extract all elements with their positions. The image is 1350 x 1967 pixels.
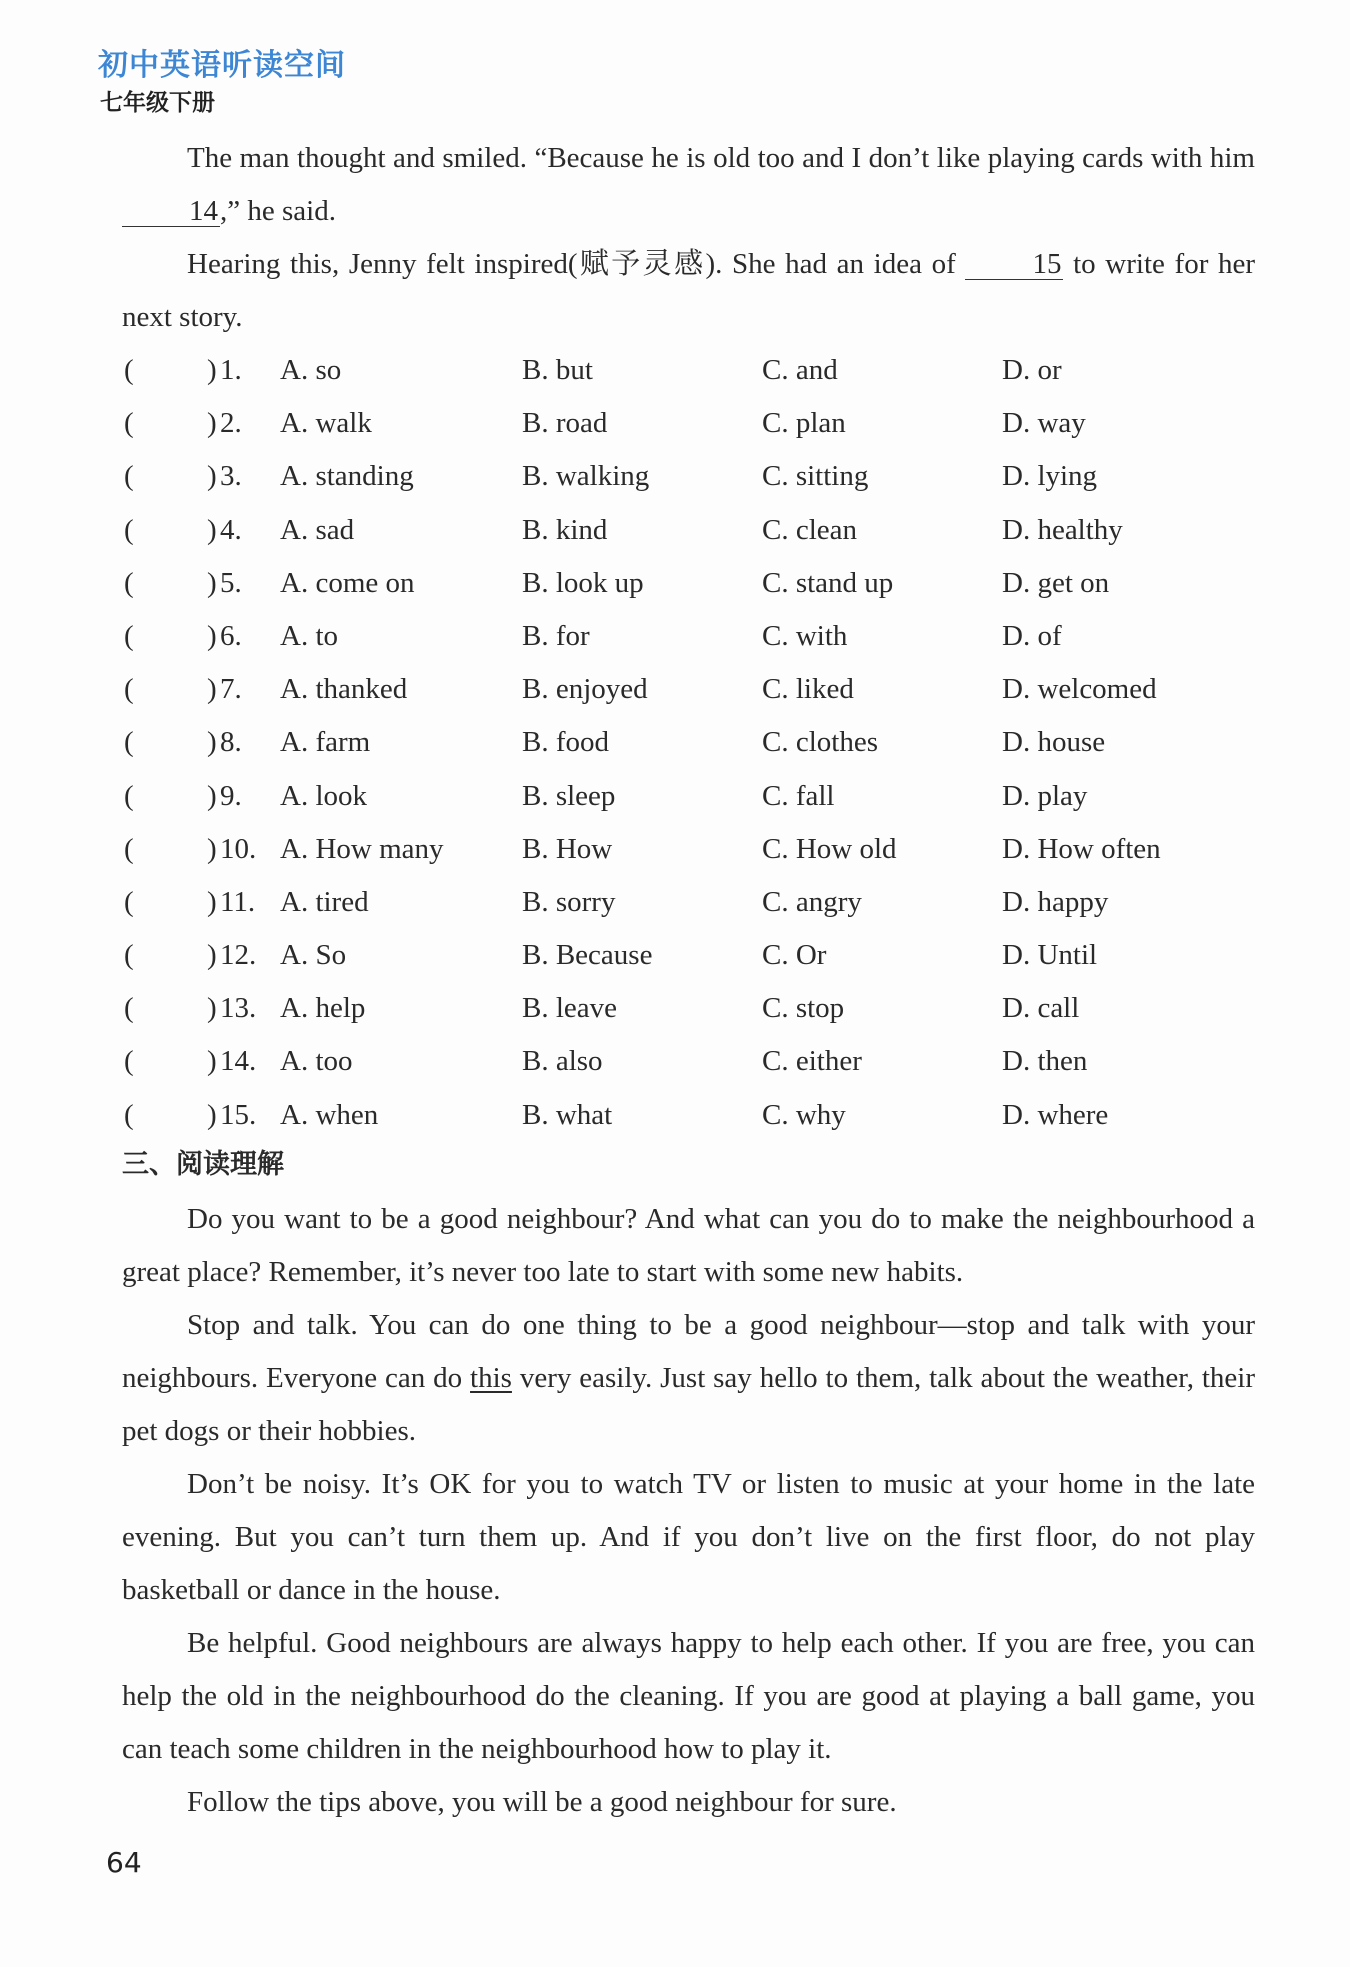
question-list (122, 344, 1255, 1142)
question-number: 4. (220, 513, 242, 546)
option-c: C. How old (762, 832, 897, 865)
reading-paragraph-1: Do you want to be a good neighbour? And what can you do to make the neighbourhood a great place? Remember, it’s never too late to start with some new habits. (122, 1203, 1255, 1288)
option-d: D. where (1002, 1098, 1109, 1131)
option-d: D. healthy (1002, 513, 1123, 546)
answer-paren-close: ) (207, 1045, 217, 1078)
answer-paren-close: ) (207, 992, 217, 1025)
passage-paragraph-1 (122, 132, 1255, 238)
question-row (122, 663, 1255, 716)
option-a: A. thanked (280, 673, 408, 706)
option-c: C. Or (762, 939, 827, 972)
option-a: A. sad (280, 513, 355, 546)
answer-blank-15: 15 (965, 249, 1063, 280)
underlined-word: this (470, 1362, 512, 1394)
question-row (122, 770, 1255, 823)
option-b: B. kind (522, 513, 608, 546)
answer-paren-close: ) (207, 939, 217, 972)
question-number: 1. (220, 354, 242, 386)
answer-blank-14: 14 (122, 196, 220, 227)
question-row (122, 982, 1255, 1035)
question-row (122, 344, 1255, 397)
answer-paren-close: ) (207, 513, 217, 546)
option-b: B. what (522, 1098, 613, 1131)
option-c: C. stand up (762, 566, 894, 599)
section-heading: 三、阅读理解 (122, 1149, 284, 1180)
option-b: B. leave (522, 992, 618, 1025)
option-d: D. lying (1002, 460, 1098, 493)
question-row (122, 1089, 1255, 1142)
question-number: 2. (220, 407, 242, 440)
option-b: B. walking (522, 460, 650, 493)
option-a: A. look (280, 779, 367, 812)
option-b: B. How (522, 832, 613, 865)
option-a: A. walk (280, 407, 372, 440)
question-row (122, 876, 1255, 929)
option-a: A. tired (280, 885, 369, 918)
answer-paren-open: ( (124, 566, 134, 599)
question-row (122, 450, 1255, 503)
answer-paren-close: ) (207, 726, 217, 759)
option-a: A. to (280, 619, 338, 652)
question-number: 14. (220, 1045, 257, 1078)
answer-paren-open: ( (124, 832, 134, 865)
option-d: D. house (1002, 726, 1106, 759)
option-c: C. angry (762, 885, 862, 918)
question-number: 9. (220, 779, 242, 812)
option-a: A. so (280, 354, 342, 386)
option-b: B. sorry (522, 885, 616, 918)
answer-paren-open: ( (124, 779, 134, 812)
option-c: C. and (762, 354, 838, 386)
option-b: B. road (522, 407, 608, 440)
question-number: 15. (220, 1098, 257, 1131)
answer-paren-open: ( (124, 939, 134, 972)
passage-text: Hearing this, Jenny felt inspired(赋予灵感). She had an idea of (187, 248, 956, 280)
option-b: B. sleep (522, 779, 616, 812)
page-number: 64 (106, 1846, 142, 1879)
answer-paren-open: ( (124, 460, 134, 493)
answer-paren-open: ( (124, 513, 134, 546)
option-c: C. clean (762, 513, 858, 546)
option-a: A. How many (280, 832, 444, 865)
option-d: D. of (1002, 619, 1062, 652)
option-d: D. then (1002, 1045, 1088, 1078)
option-b: B. but (522, 354, 593, 386)
answer-paren-close: ) (207, 407, 217, 440)
passage-text: ,” he said. (220, 195, 336, 227)
reading-paragraph-5: Follow the tips above, you will be a good neighbour for sure. (187, 1786, 897, 1818)
answer-paren-close: ) (207, 619, 217, 652)
answer-paren-open: ( (124, 619, 134, 652)
answer-paren-close: ) (207, 885, 217, 918)
question-row (122, 929, 1255, 982)
answer-paren-close: ) (207, 354, 217, 386)
option-d: D. call (1002, 992, 1080, 1025)
answer-paren-open: ( (124, 885, 134, 918)
question-number: 12. (220, 939, 257, 972)
answer-paren-open: ( (124, 992, 134, 1025)
answer-paren-close: ) (207, 779, 217, 812)
question-row (122, 504, 1255, 557)
question-number: 8. (220, 726, 242, 759)
question-row (122, 557, 1255, 610)
question-number: 3. (220, 460, 242, 493)
answer-paren-close: ) (207, 673, 217, 706)
answer-paren-open: ( (124, 1045, 134, 1078)
option-a: A. when (280, 1098, 379, 1131)
passage-paragraph-2 (122, 238, 1255, 344)
option-c: C. with (762, 619, 848, 652)
option-b: B. food (522, 726, 609, 759)
answer-paren-close: ) (207, 1098, 217, 1131)
question-row (122, 716, 1255, 769)
question-number: 5. (220, 566, 242, 599)
answer-paren-close: ) (207, 460, 217, 493)
question-number: 7. (220, 673, 242, 706)
option-c: C. sitting (762, 460, 869, 493)
passage-text: to write for her next story. (122, 248, 1256, 333)
option-d: D. happy (1002, 885, 1109, 918)
reading-text: Stop and talk. You can do one thing to be a good neighbour—stop and talk with your neighbours. Everyone can do (122, 1309, 1255, 1394)
option-d: D. play (1002, 779, 1088, 812)
answer-paren-open: ( (124, 1098, 134, 1131)
passage-text: The man thought and smiled. “Because he is old too and I don’t like playing cards with him (187, 142, 1255, 174)
question-number: 10. (220, 832, 257, 865)
option-a: A. So (280, 939, 347, 972)
question-row (122, 1035, 1255, 1088)
answer-paren-open: ( (124, 407, 134, 440)
option-a: A. come on (280, 566, 415, 599)
option-d: D. or (1002, 354, 1062, 386)
option-d: D. How often (1002, 832, 1161, 865)
option-d: D. welcomed (1002, 673, 1157, 706)
option-a: A. standing (280, 460, 414, 493)
reading-paragraph-2 (122, 1299, 1255, 1458)
option-b: B. enjoyed (522, 673, 648, 706)
answer-paren-close: ) (207, 832, 217, 865)
book-title: 初中英语听读空间 (98, 48, 346, 83)
option-b: B. also (522, 1045, 603, 1078)
option-c: C. liked (762, 673, 854, 706)
answer-paren-open: ( (124, 673, 134, 706)
option-a: A. help (280, 992, 366, 1025)
question-row (122, 397, 1255, 450)
answer-paren-close: ) (207, 566, 217, 599)
question-number: 13. (220, 992, 257, 1025)
question-row (122, 610, 1255, 663)
option-c: C. either (762, 1045, 862, 1078)
option-d: D. get on (1002, 566, 1110, 599)
reading-paragraph-4: Be helpful. Good neighbours are always happy to help each other. If you are free, you can help the old in the neighbourhood do the cleaning. If you are good at playing a ball game, you can teach some children in the neighbourhood how to play it. (122, 1627, 1255, 1765)
option-d: D. Until (1002, 939, 1098, 972)
reading-paragraph-3: Don’t be noisy. It’s OK for you to watch TV or listen to music at your home in the late evening. But you can’t turn them up. And if you don’t live on the first floor, do not play basketball or dance in the house. (122, 1468, 1255, 1606)
question-number: 6. (220, 619, 242, 652)
option-c: C. stop (762, 992, 845, 1025)
option-b: B. look up (522, 566, 644, 599)
option-c: C. fall (762, 779, 835, 812)
option-c: C. why (762, 1098, 846, 1131)
question-row (122, 823, 1255, 876)
option-b: B. Because (522, 939, 653, 972)
answer-paren-open: ( (124, 354, 134, 386)
option-c: C. clothes (762, 726, 878, 759)
option-b: B. for (522, 619, 590, 652)
option-c: C. plan (762, 407, 846, 440)
book-subtitle: 七年级下册 (100, 90, 215, 116)
option-a: A. too (280, 1045, 353, 1078)
answer-paren-open: ( (124, 726, 134, 759)
reading-text: very easily. Just say hello to them, talk about the weather, their pet dogs or their hobbies. (122, 1362, 1256, 1447)
option-a: A. farm (280, 726, 371, 759)
option-d: D. way (1002, 407, 1086, 440)
question-number: 11. (220, 885, 256, 918)
